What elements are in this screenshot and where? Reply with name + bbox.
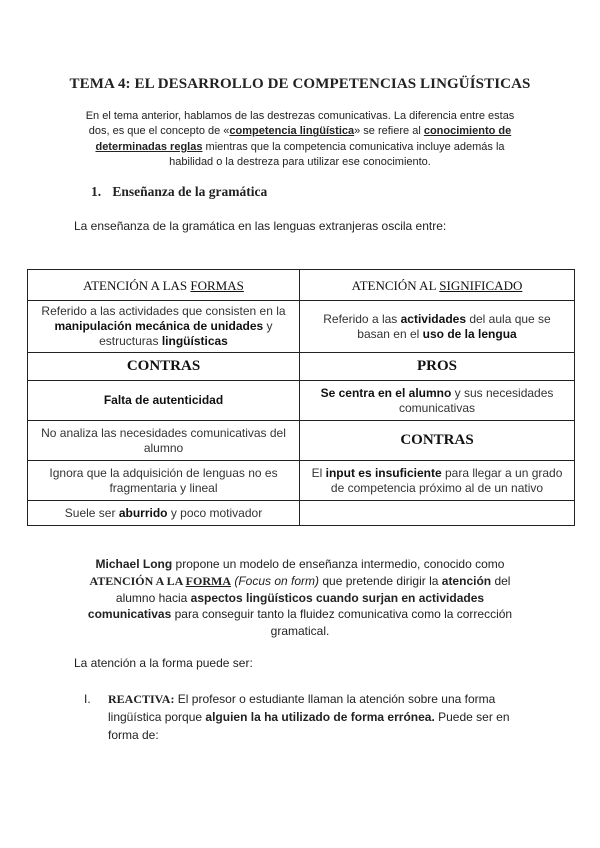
document-title: TEMA 4: EL DESARROLLO DE COMPETENCIAS LINGÜÍSTICAS — [69, 76, 531, 92]
header-formas: ATENCIÓN A LAS FORMAS — [28, 270, 300, 301]
section-lead: La enseñanza de la gramática en las lenguas extranjeras oscila entre: — [74, 219, 447, 233]
cell-pros-significado: PROS — [300, 353, 575, 381]
intro-paragraph — [80, 109, 520, 171]
cell-ignora-adquisicion: Ignora que la adquisición de lenguas no es fragmentaria y lineal — [28, 461, 300, 501]
header-significado: ATENCIÓN AL SIGNIFICADO — [300, 270, 575, 301]
cell-contras-significado: CONTRAS — [300, 421, 575, 461]
list-item-reactiva: I. REACTIVA: El profesor o estudiante llaman la atención sobre una forma lingüística porque alguien la ha utilizado de forma errónea. Puede ser en forma de: — [84, 692, 510, 742]
intro-text-3: mientras que la competencia comunicativa incluye además la habilidad o la destreza para utilizar ese conocimiento. — [169, 140, 505, 169]
intro-text-1: En el tema anterior, hablamos de las destrezas comunicativas. La diferencia entre estas dos, es que el concepto de « — [85, 110, 515, 138]
term-conocimiento-reglas: conocimiento de determinadas reglas — [95, 125, 512, 153]
cell-aburrido: Suele ser aburrido y poco motivador — [28, 501, 300, 526]
intro-text-2: » se refiere al — [354, 125, 424, 138]
cell-significado-definition: Referido a las actividades del aula que se basan en el uso de la lengua — [300, 301, 575, 353]
cell-contras-formas: CONTRAS — [28, 353, 300, 381]
forma-lead: La atención a la forma puede ser: — [74, 656, 253, 670]
list-marker: I. — [84, 692, 91, 706]
section-number: 1. — [91, 184, 102, 199]
list-label: REACTIVA: — [108, 692, 175, 706]
cell-empty — [300, 501, 575, 526]
cell-input-insuficiente: El input es insuficiente para llegar a un grado de competencia próximo al de un nativo — [300, 461, 575, 501]
term-competencia-linguistica: competencia lingüística — [229, 125, 355, 138]
long-paragraph: Michael Long propone un modelo de enseñanza intermedio, conocido como ATENCIÓN A LA FORMA (Focus on form) que pretende dirigir la atención del alumno hacia aspectos lingüísticos cuando surjan en actividades comunicativas para conseguir tanto la fluidez comunicativa como la corrección gramatical. — [87, 557, 513, 639]
cell-centra-alumno: Se centra en el alumno y sus necesidades comunicativas — [300, 381, 575, 421]
section-title: Enseñanza de la gramática — [112, 184, 268, 199]
section-heading — [91, 184, 267, 200]
comparison-table — [27, 269, 575, 526]
cell-falta-autenticidad: Falta de autenticidad — [28, 381, 300, 421]
cell-formas-definition: Referido a las actividades que consisten en la manipulación mecánica de unidades y estructuras lingüísticas — [28, 301, 300, 353]
cell-no-analiza: No analiza las necesidades comunicativas del alumno — [28, 421, 300, 461]
